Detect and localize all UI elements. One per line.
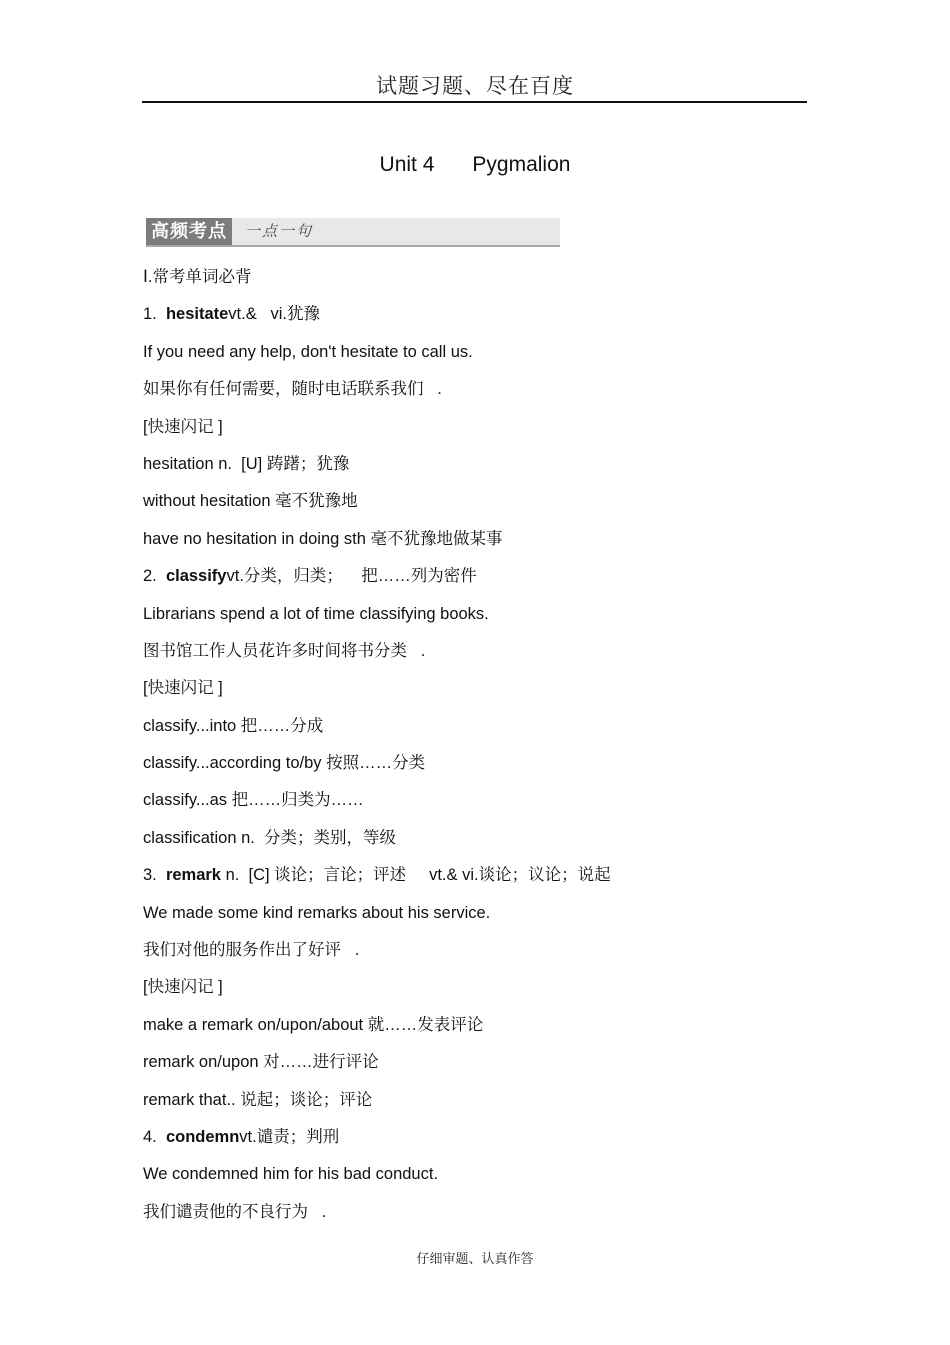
text-line: without hesitation 毫不犹豫地 [143, 492, 358, 511]
unit-title [0, 153, 950, 177]
entry-number: 1. [143, 305, 166, 324]
page-footer: 仔细审题、认真作答 [416, 1252, 534, 1267]
unit-name: Pygmalion [472, 153, 571, 176]
text-line: have no hesitation in doing sth 毫不犹豫地做某事 [143, 529, 503, 548]
text-line: remark that.. 说起；谈论；评论 [143, 1090, 373, 1109]
text-line: make a remark on/upon/about 就……发表评论 [143, 1015, 484, 1034]
entry-definition: vt.& vi.犹豫 [228, 305, 320, 324]
entry-headword: hesitate [165, 305, 229, 324]
vocab-entry-heading [143, 563, 783, 600]
vocab-content [143, 264, 783, 1236]
text-line: Ⅰ.常考单词必背 [143, 268, 252, 286]
entry-headword: classify [165, 567, 227, 586]
text-line: classification n. 分类；类别，等级 [143, 828, 397, 847]
entry-number: 4. [143, 1127, 166, 1146]
text-line: classify...into 把……分成 [143, 716, 324, 735]
entry-definition: vt.谴责；判刑 [239, 1127, 340, 1146]
text-line: We condemned him for his bad conduct. [143, 1165, 439, 1184]
text-line: classify...as 把……归类为…… [143, 791, 364, 810]
text-line: Librarians spend a lot of time classifying books. [143, 604, 489, 623]
text-line: [快速闪记 ] [143, 978, 223, 997]
text-line: remark on/upon 对……进行评论 [143, 1053, 379, 1072]
text-line: hesitation n. [U] 踌躇；犹豫 [143, 454, 350, 473]
header-divider [142, 101, 807, 103]
entry-definition: vt.分类，归类； 把……列为密件 [226, 567, 477, 586]
text-line: 图书馆工作人员花许多时间将书分类 . [143, 641, 426, 660]
entry-number: 3. [143, 866, 166, 885]
text-line: If you need any help, don't hesitate to call us. [143, 342, 473, 361]
vocab-entry-heading [143, 862, 783, 899]
vocab-entry-heading [143, 301, 783, 338]
text-line: [快速闪记 ] [143, 417, 223, 436]
entry-headword: remark [165, 866, 221, 885]
text-line: [快速闪记 ] [143, 679, 223, 698]
entry-definition: n. [C] 谈论；言论；评述 vt.& vi.谈论；议论；说起 [220, 866, 611, 885]
page-header-title: 试题习题、尽在百度 [376, 74, 574, 98]
text-line: classify...according to/by 按照……分类 [143, 754, 426, 773]
text-line: We made some kind remarks about his service. [143, 903, 491, 922]
section-banner [146, 218, 560, 247]
text-line: 我们谴责他的不良行为 . [143, 1202, 327, 1221]
text-line: 如果你有任何需要，随时电话联系我们 . [143, 380, 442, 399]
banner-subtitle: 一点一句 [245, 222, 314, 240]
entry-headword: condemn [165, 1127, 240, 1146]
entry-number: 2. [143, 567, 166, 586]
text-line: 我们对他的服务作出了好评 . [143, 941, 360, 960]
vocab-entry-heading [143, 1124, 783, 1161]
unit-number: Unit 4 [379, 153, 435, 176]
banner-tag: 高频考点 [146, 218, 232, 245]
